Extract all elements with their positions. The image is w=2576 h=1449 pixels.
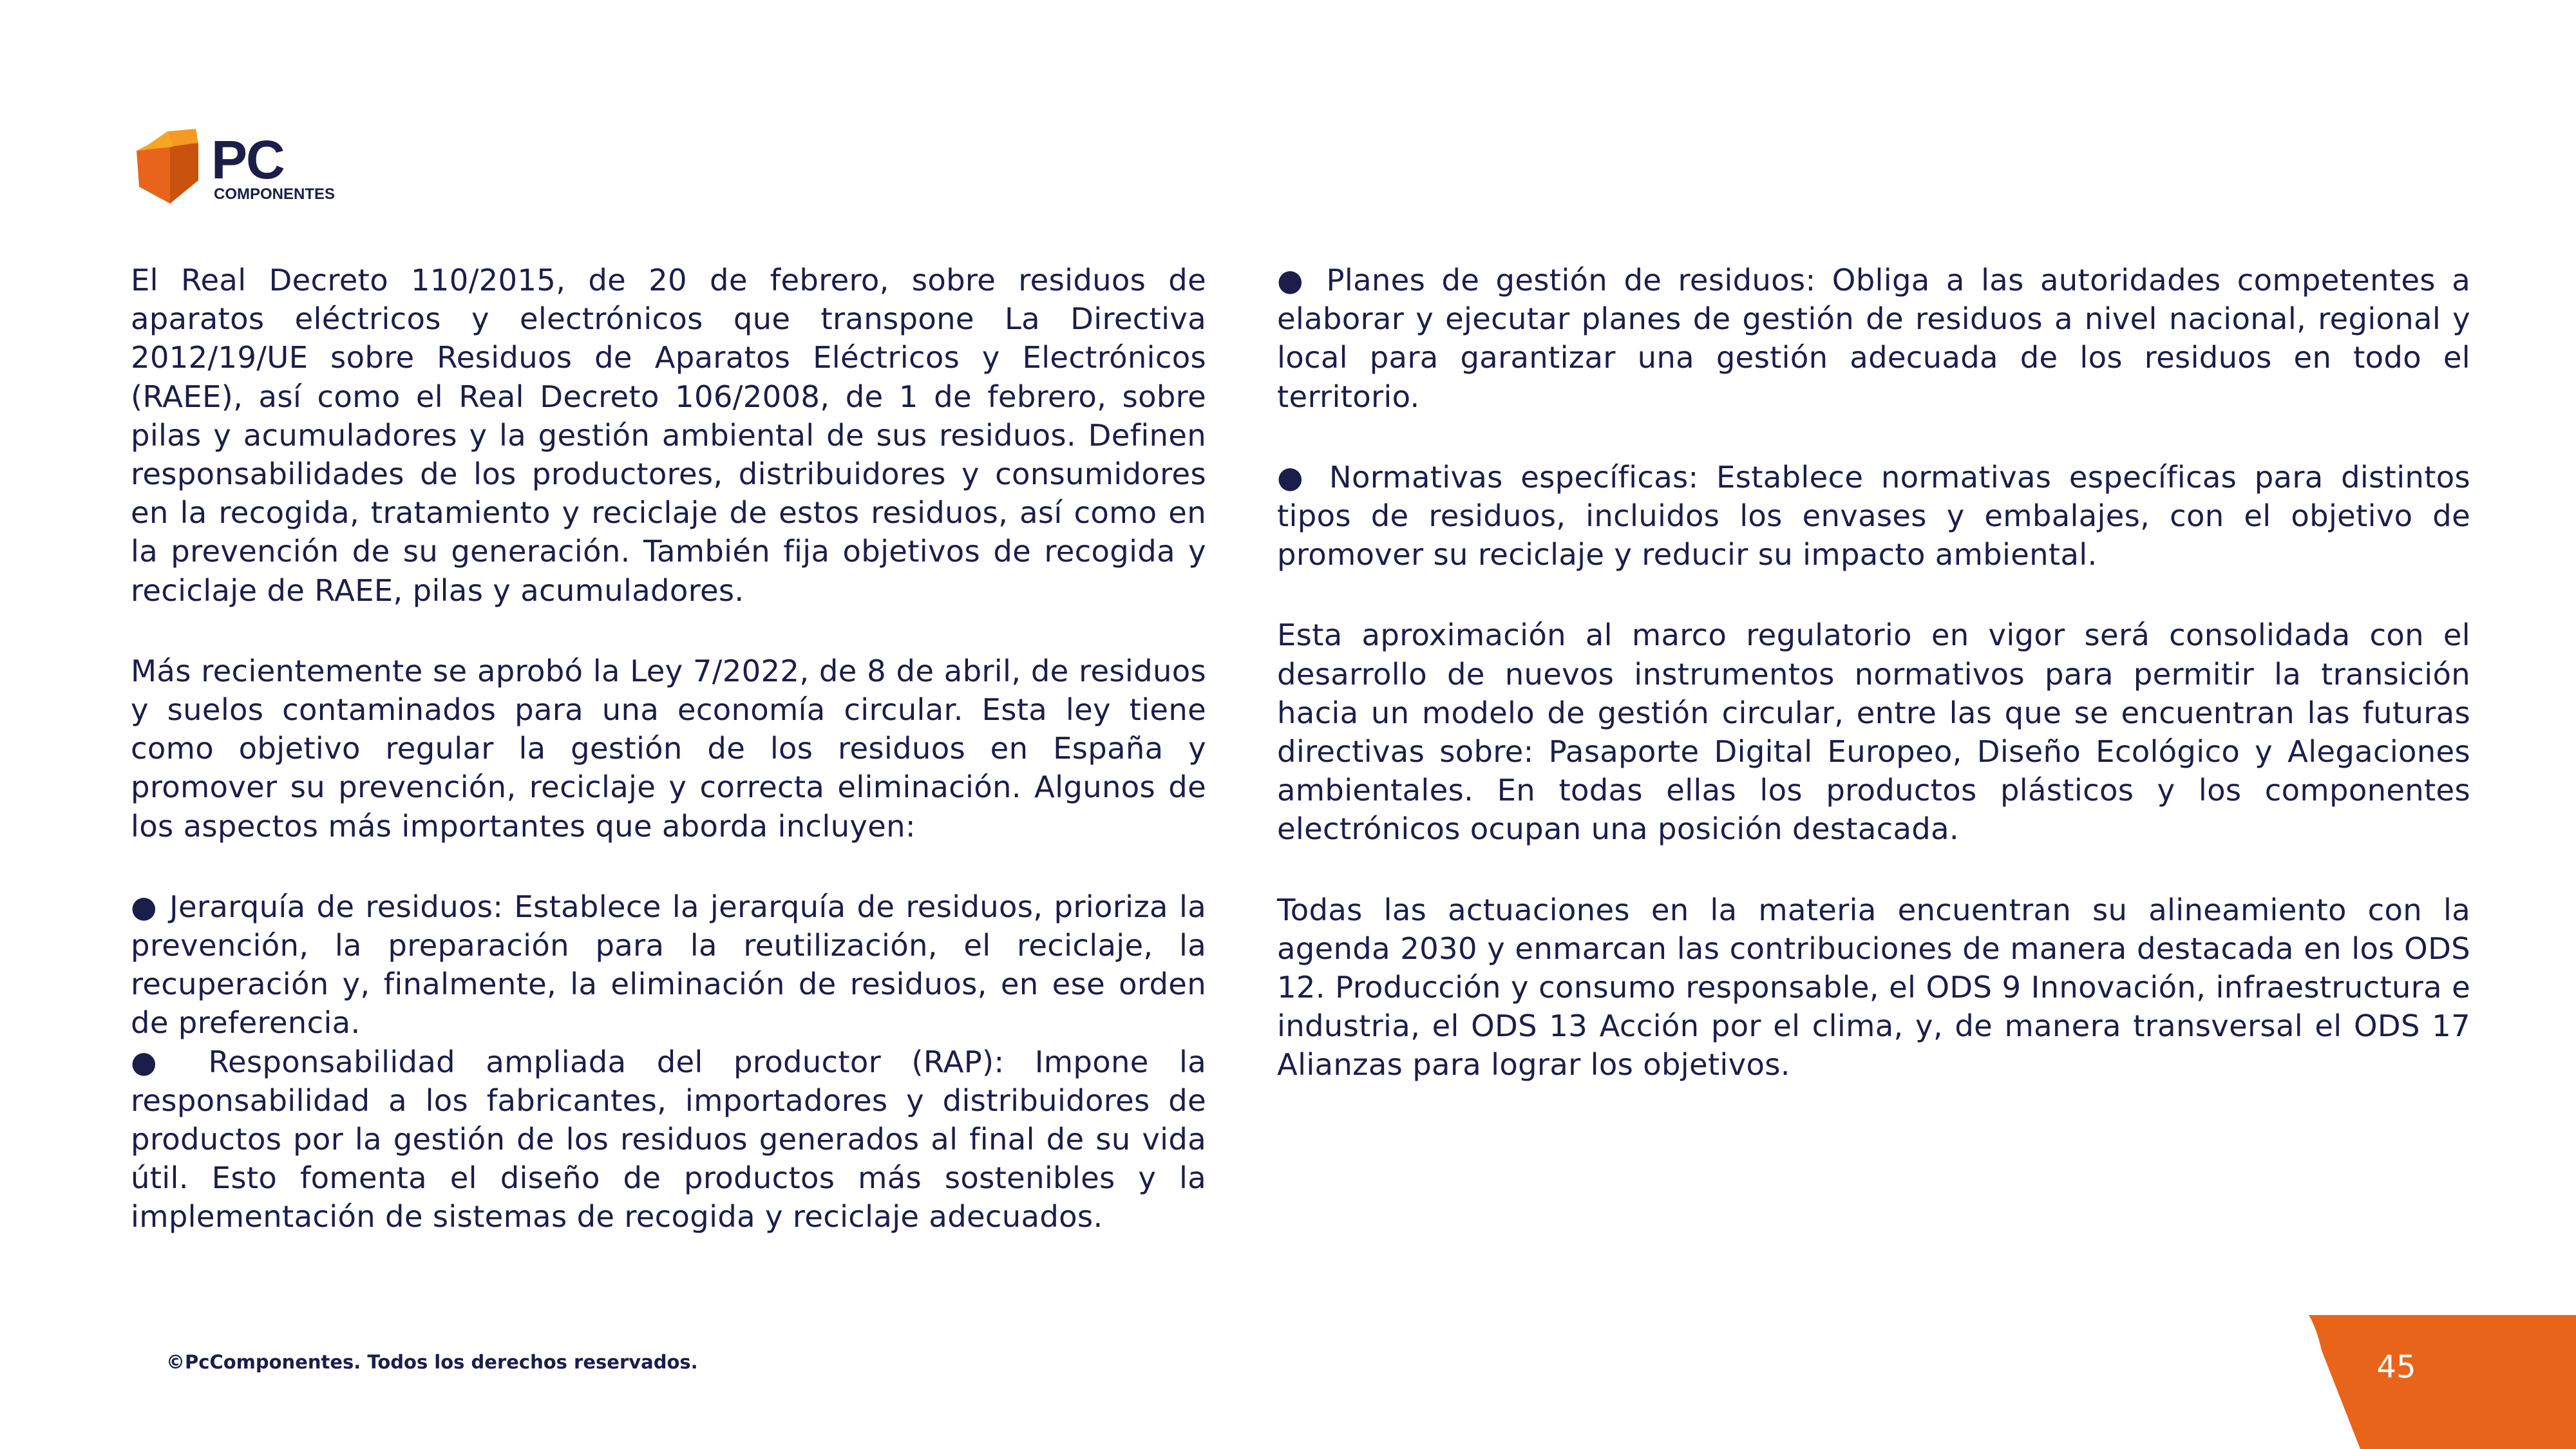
left-column bbox=[131, 261, 1206, 1236]
logo-brand: PC bbox=[211, 129, 284, 190]
page-number-tab bbox=[2309, 1315, 2576, 1449]
paragraph-aproximacion-marco: Esta aproximación al marco regulatorio en vigor será consolidada con el desarrollo de nuevos instrumentos normativos para permitir la transición hacia un modelo de gestión circular, entre las que se encuentran las futuras directivas sobre: Pasaporte Digital Europeo, Diseño Ecológico y Alegaciones ambientales. En todas ellas los productos plásticos y los componentes electrónicos ocupan una posición destacada. bbox=[1277, 618, 2470, 847]
bullet-responsabilidad-ampliada: ● Responsabilidad ampliada del productor (RAP): Impone la responsabilidad a los fabricantes, importadores y distribuidores de productos por la gestión de los residuos generados al final de su vida útil. Esto fomenta el diseño de productos más sostenibles y la implementación de sistemas de recogida y reciclaje adecuados. bbox=[131, 1044, 1206, 1235]
logo-subtitle: COMPONENTES bbox=[214, 185, 336, 203]
page-number: 45 bbox=[2376, 1349, 2416, 1385]
bullet-jerarquia-residuos: ● Jerarquía de residuos: Establece la jerarquía de residuos, prioriza la prevención, la preparación para la reutilización, el reciclaje, la recuperación y, finalmente, la eliminación de residuos, en ese orden de preferencia. bbox=[131, 889, 1206, 1041]
bullet-normativas-especificas: ● Normativas específicas: Establece normativas específicas para distintos tipos de residuos, incluidos los envases y embalajes, con el objetivo de promover su reciclaje y reducir su impacto ambiental. bbox=[1277, 459, 2470, 573]
paragraph-real-decreto: El Real Decreto 110/2015, de 20 de febrero, sobre residuos de aparatos eléctricos y electrónicos que transpone La Directiva 2012/19/UE sobre Residuos de Aparatos Eléctricos y Electrónicos (RAEE), así como el Real Decreto 106/2008, de 1 de febrero, sobre pilas y acumuladores y la gestión ambiental de sus residuos. Definen responsabilidades de los productores, distribuidores y consumidores en la recogida, tratamiento y reciclaje de estos residuos, así como en la prevención de su generación. También fija objetivos de recogida y reciclaje de RAEE, pilas y acumuladores. bbox=[131, 263, 1206, 608]
copyright-notice: ©PcComponentes. Todos los derechos reservados. bbox=[166, 1351, 698, 1373]
pccomponentes-logo bbox=[134, 129, 346, 206]
pc-box-logo-icon bbox=[134, 129, 205, 204]
paragraph-agenda-2030: Todas las actuaciones en la materia encuentran su alineamiento con la agenda 2030 y enmarcan las contribuciones de manera destacada en los ODS 12. Producción y consumo responsable, el ODS 9 Innovación, infraestructura e industria, el ODS 13 Acción por el clima, y, de manera transversal el ODS 17 Alianzas para lograr los objetivos. bbox=[1277, 892, 2470, 1083]
paragraph-ley-7-2022: Más recientemente se aprobó la Ley 7/2022, de 8 de abril, de residuos y suelos contaminados para una economía circular. Esta ley tiene como objetivo regular la gestión de los residuos en España y promover su prevención, reciclaje y correcta eliminación. Algunos de los aspectos más importantes que aborda incluyen: bbox=[131, 653, 1206, 844]
bullet-planes-gestion: ● Planes de gestión de residuos: Obliga a las autoridades competentes a elaborar y ejecutar planes de gestión de residuos a nivel nacional, regional y local para garantizar una gestión adecuada de los residuos en todo el territorio. bbox=[1277, 263, 2470, 414]
right-column bbox=[1277, 261, 2470, 1084]
